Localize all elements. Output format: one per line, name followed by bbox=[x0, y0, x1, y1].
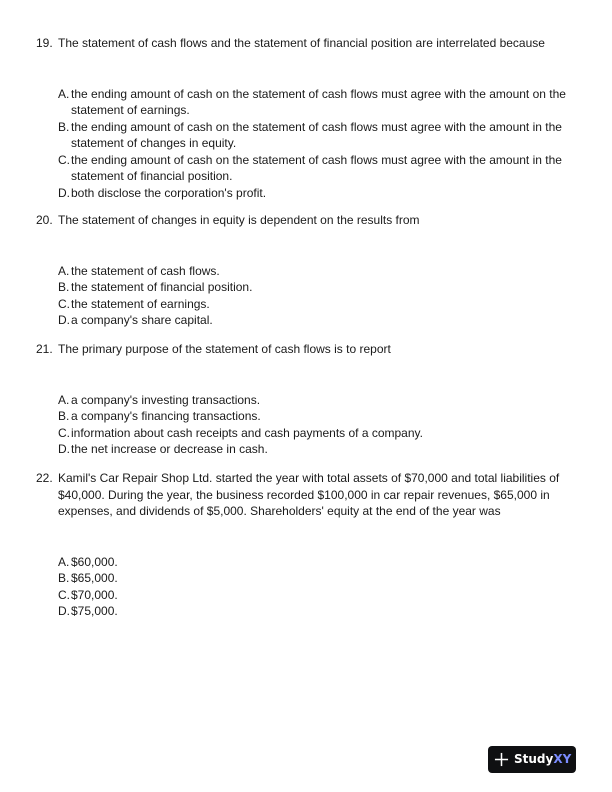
question-21 bbox=[36, 341, 576, 458]
option-text: information about cash receipts and cash payments of a company. bbox=[71, 425, 423, 440]
option-text: $75,000. bbox=[71, 604, 118, 618]
question-20 bbox=[36, 212, 576, 329]
option-text: both disclose the corporation's profit. bbox=[71, 185, 267, 200]
option-letter: D. bbox=[58, 442, 70, 456]
option-text: the ending amount of cash on the statement of cash flows must agree with the amount in the statement of financial position. bbox=[71, 152, 562, 183]
option-letter: A. bbox=[58, 554, 70, 569]
option-text: $60,000. bbox=[71, 554, 118, 569]
logo-text: Study bbox=[514, 752, 554, 767]
option-list bbox=[58, 86, 576, 202]
option-d[interactable] bbox=[58, 312, 576, 329]
question-number: 19. bbox=[36, 36, 53, 50]
option-letter: C. bbox=[58, 152, 70, 167]
option-letter: B. bbox=[58, 409, 70, 423]
option-text: a company's financing transactions. bbox=[71, 409, 261, 423]
option-b[interactable] bbox=[58, 408, 576, 425]
question-text: The primary purpose of the statement of cash flows is to report bbox=[58, 342, 391, 356]
question-22 bbox=[36, 470, 576, 620]
option-letter: A. bbox=[58, 392, 70, 407]
option-c[interactable] bbox=[58, 296, 576, 313]
option-b[interactable] bbox=[58, 119, 576, 152]
question-number: 20. bbox=[36, 213, 53, 227]
option-a[interactable] bbox=[58, 263, 576, 280]
option-b[interactable] bbox=[58, 570, 576, 587]
question-stem bbox=[36, 470, 576, 520]
option-letter: A. bbox=[58, 86, 70, 101]
question-stem bbox=[36, 212, 576, 229]
option-text: a company's investing transactions. bbox=[71, 392, 261, 407]
question-text: The statement of changes in equity is dependent on the results from bbox=[58, 213, 420, 227]
question-19 bbox=[36, 35, 576, 201]
option-letter: C. bbox=[58, 587, 70, 602]
option-b[interactable] bbox=[58, 279, 576, 296]
option-list bbox=[58, 263, 576, 329]
logo-text-accent: XY bbox=[553, 752, 572, 767]
option-letter: D. bbox=[58, 604, 70, 618]
option-letter: C. bbox=[58, 425, 70, 440]
option-letter: C. bbox=[58, 296, 70, 311]
option-d[interactable] bbox=[58, 441, 576, 458]
option-text: a company's share capital. bbox=[71, 313, 213, 327]
option-text: the net increase or decrease in cash. bbox=[71, 442, 268, 456]
option-list bbox=[58, 554, 576, 620]
question-text: The statement of cash flows and the statement of financial position are interrelated because bbox=[58, 36, 545, 50]
option-text: the statement of cash flows. bbox=[71, 263, 220, 278]
option-a[interactable] bbox=[58, 86, 576, 119]
studyxy-logo[interactable] bbox=[488, 746, 576, 773]
option-list bbox=[58, 392, 576, 458]
option-letter: D. bbox=[58, 185, 70, 200]
option-text: the statement of financial position. bbox=[71, 280, 253, 294]
option-d[interactable] bbox=[58, 185, 576, 202]
option-letter: D. bbox=[58, 313, 70, 327]
option-c[interactable] bbox=[58, 425, 576, 442]
option-letter: B. bbox=[58, 280, 70, 294]
option-letter: B. bbox=[58, 119, 70, 134]
option-text: the ending amount of cash on the statement of cash flows must agree with the amount on the statement of earnings. bbox=[71, 86, 566, 117]
option-letter: A. bbox=[58, 263, 70, 278]
option-d[interactable] bbox=[58, 603, 576, 620]
question-text: Kamil's Car Repair Shop Ltd. started the year with total assets of $70,000 and total liabilities of $40,000. During the year, the business recorded $100,000 in car repair revenues, $65,000 in expenses, and dividends of $5,000. Shareholders' equity at the end of the year was bbox=[58, 471, 560, 518]
option-text: the statement of earnings. bbox=[71, 296, 210, 311]
option-a[interactable] bbox=[58, 554, 576, 571]
option-text: $65,000. bbox=[71, 571, 118, 585]
option-text: the ending amount of cash on the statement of cash flows must agree with the amount in the statement of changes in equity. bbox=[71, 119, 562, 150]
option-text: $70,000. bbox=[71, 587, 118, 602]
option-c[interactable] bbox=[58, 152, 576, 185]
question-number: 22. bbox=[36, 471, 53, 485]
option-a[interactable] bbox=[58, 392, 576, 409]
option-c[interactable] bbox=[58, 587, 576, 604]
plus-icon bbox=[494, 752, 509, 767]
question-stem bbox=[36, 35, 576, 52]
question-number: 21. bbox=[36, 342, 53, 356]
option-letter: B. bbox=[58, 571, 70, 585]
question-stem bbox=[36, 341, 576, 358]
